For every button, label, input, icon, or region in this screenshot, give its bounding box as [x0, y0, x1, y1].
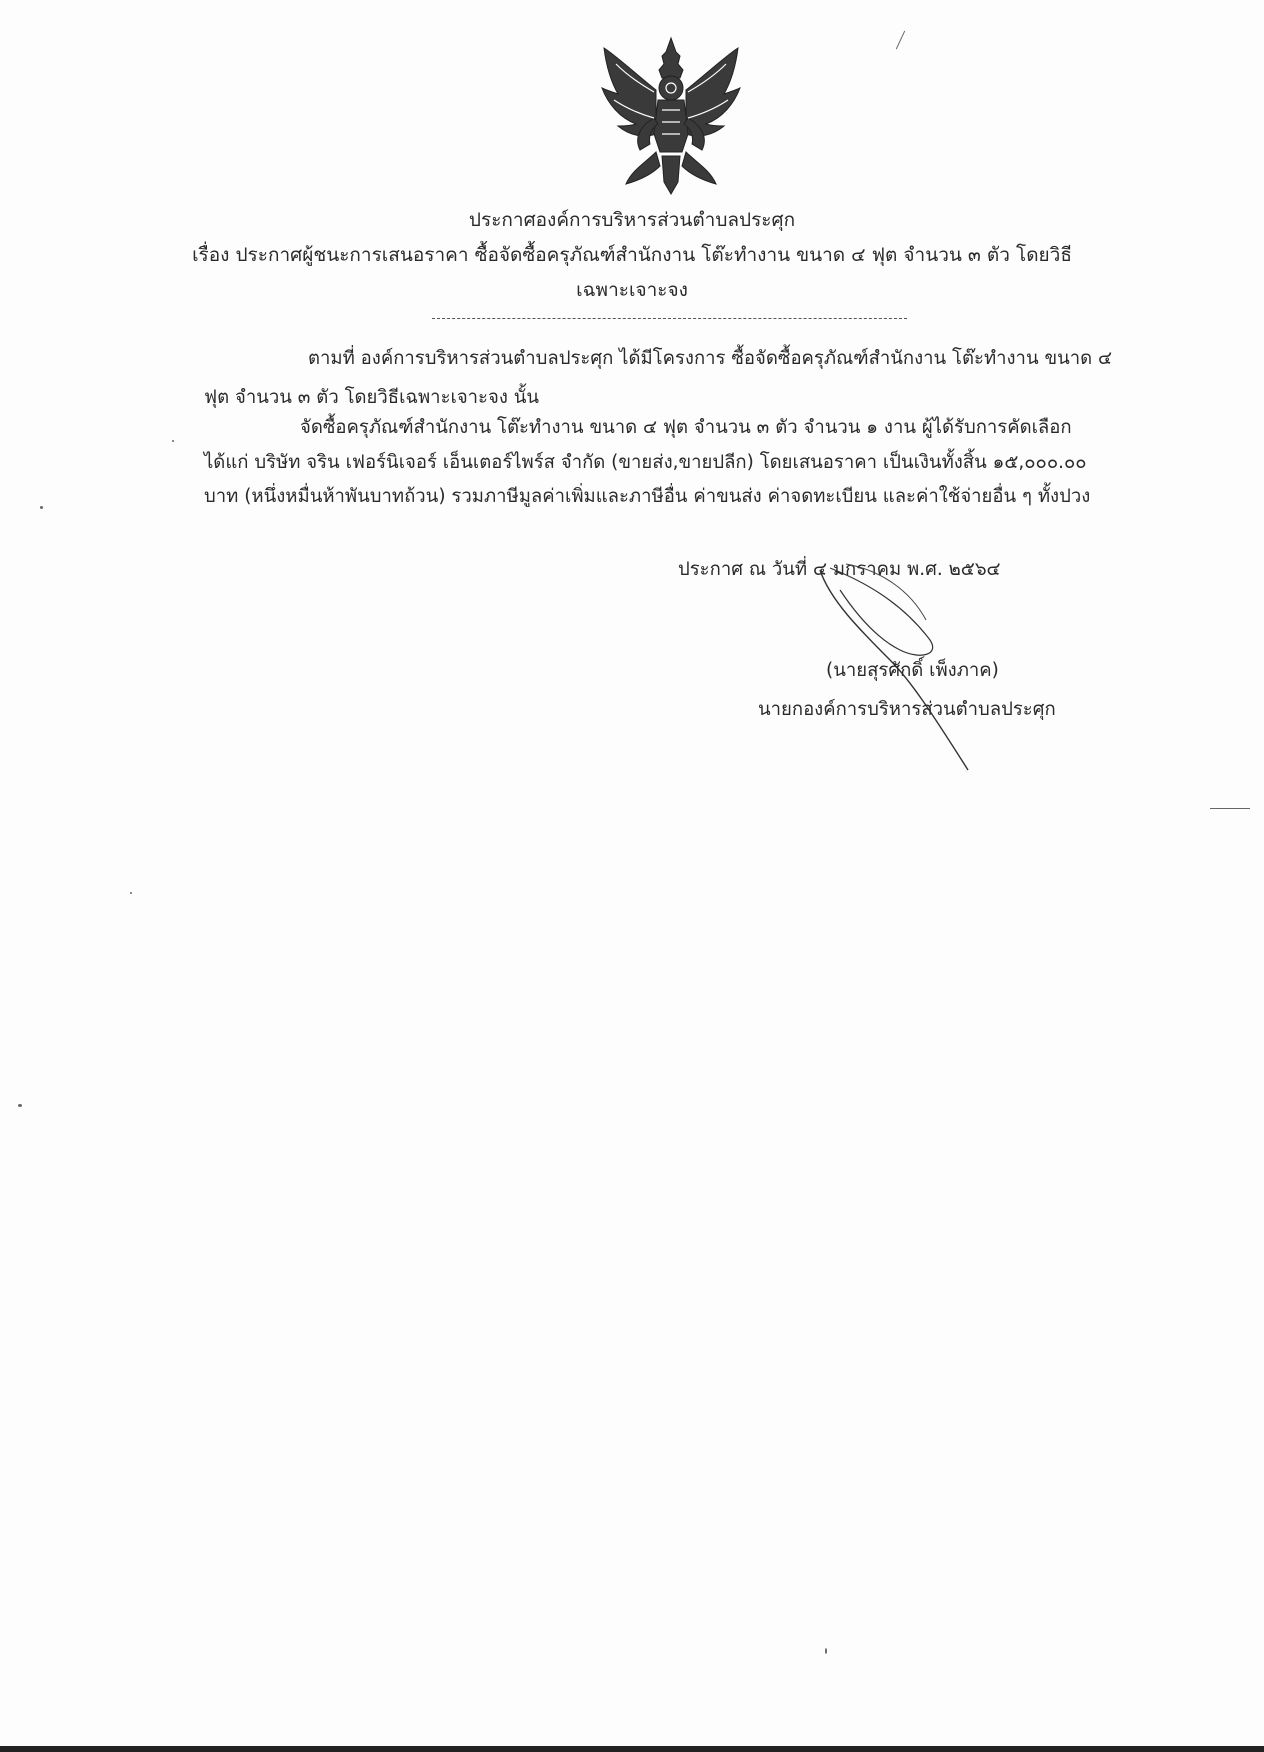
- body-paragraph-2-line-2: ได้แก่ บริษัท จริน เฟอร์นิเจอร์ เอ็นเตอร์ไพร์ส จำกัด (ขายส่ง,ขายปลีก) โดยเสนอราคา เป็นเงินทั้งสิ้น ๑๕,๐๐๐.๐๐: [204, 452, 1087, 473]
- document-subject: เรื่อง ประกาศผู้ชนะการเสนอราคา ซื้อจัดซื้อครุภัณฑ์สำนักงาน โต๊ะทำงาน ขนาด ๔ ฟุต จำนวน ๓ ตัว โดยวิธี: [192, 244, 1072, 266]
- announcement-date: ประกาศ ณ วันที่ ๔ มกราคม พ.ศ. ๒๕๖๔: [678, 559, 1001, 580]
- body-paragraph-1-line-1: ตามที่ องค์การบริหารส่วนตำบลประศุก ได้มีโครงการ ซื้อจัดซื้อครุภัณฑ์สำนักงาน โต๊ะทำงาน ขนาด ๔: [308, 348, 1113, 369]
- scan-mark: [896, 31, 905, 50]
- header-divider: [432, 318, 907, 319]
- document-header: ประกาศองค์การบริหารส่วนตำบลประศุก: [468, 209, 796, 231]
- garuda-emblem-icon: [596, 34, 746, 200]
- document-subject-continued: เฉพาะเจาะจง: [576, 279, 688, 301]
- signer-name: (นายสุรศักดิ์ เพ็งภาค): [826, 660, 999, 681]
- body-paragraph-2-line-3: บาท (หนึ่งหมื่นห้าพันบาทถ้วน) รวมภาษีมูลค่าเพิ่มและภาษีอื่น ค่าขนส่ง ค่าจดทะเบียน และค่าใช้จ่ายอื่น ๆ ทั้งปวง: [204, 486, 1091, 507]
- scan-speck: [825, 1648, 827, 1654]
- body-paragraph-2-line-1: จัดซื้อครุภัณฑ์สำนักงาน โต๊ะทำงาน ขนาด ๔ ฟุต จำนวน ๓ ตัว จำนวน ๑ งาน ผู้ได้รับการคัดเลือก: [300, 417, 1072, 438]
- scan-speck: [172, 440, 174, 442]
- body-paragraph-1-line-2: ฟุต จำนวน ๓ ตัว โดยวิธีเฉพาะเจาะจง นั้น: [204, 387, 540, 408]
- scan-speck: [18, 1104, 22, 1107]
- scan-edge: [0, 1746, 1264, 1752]
- scan-speck: [40, 506, 43, 509]
- signer-title: นายกองค์การบริหารส่วนตำบลประศุก: [758, 699, 1056, 720]
- scan-speck: [130, 892, 132, 894]
- scan-mark: [1210, 808, 1250, 809]
